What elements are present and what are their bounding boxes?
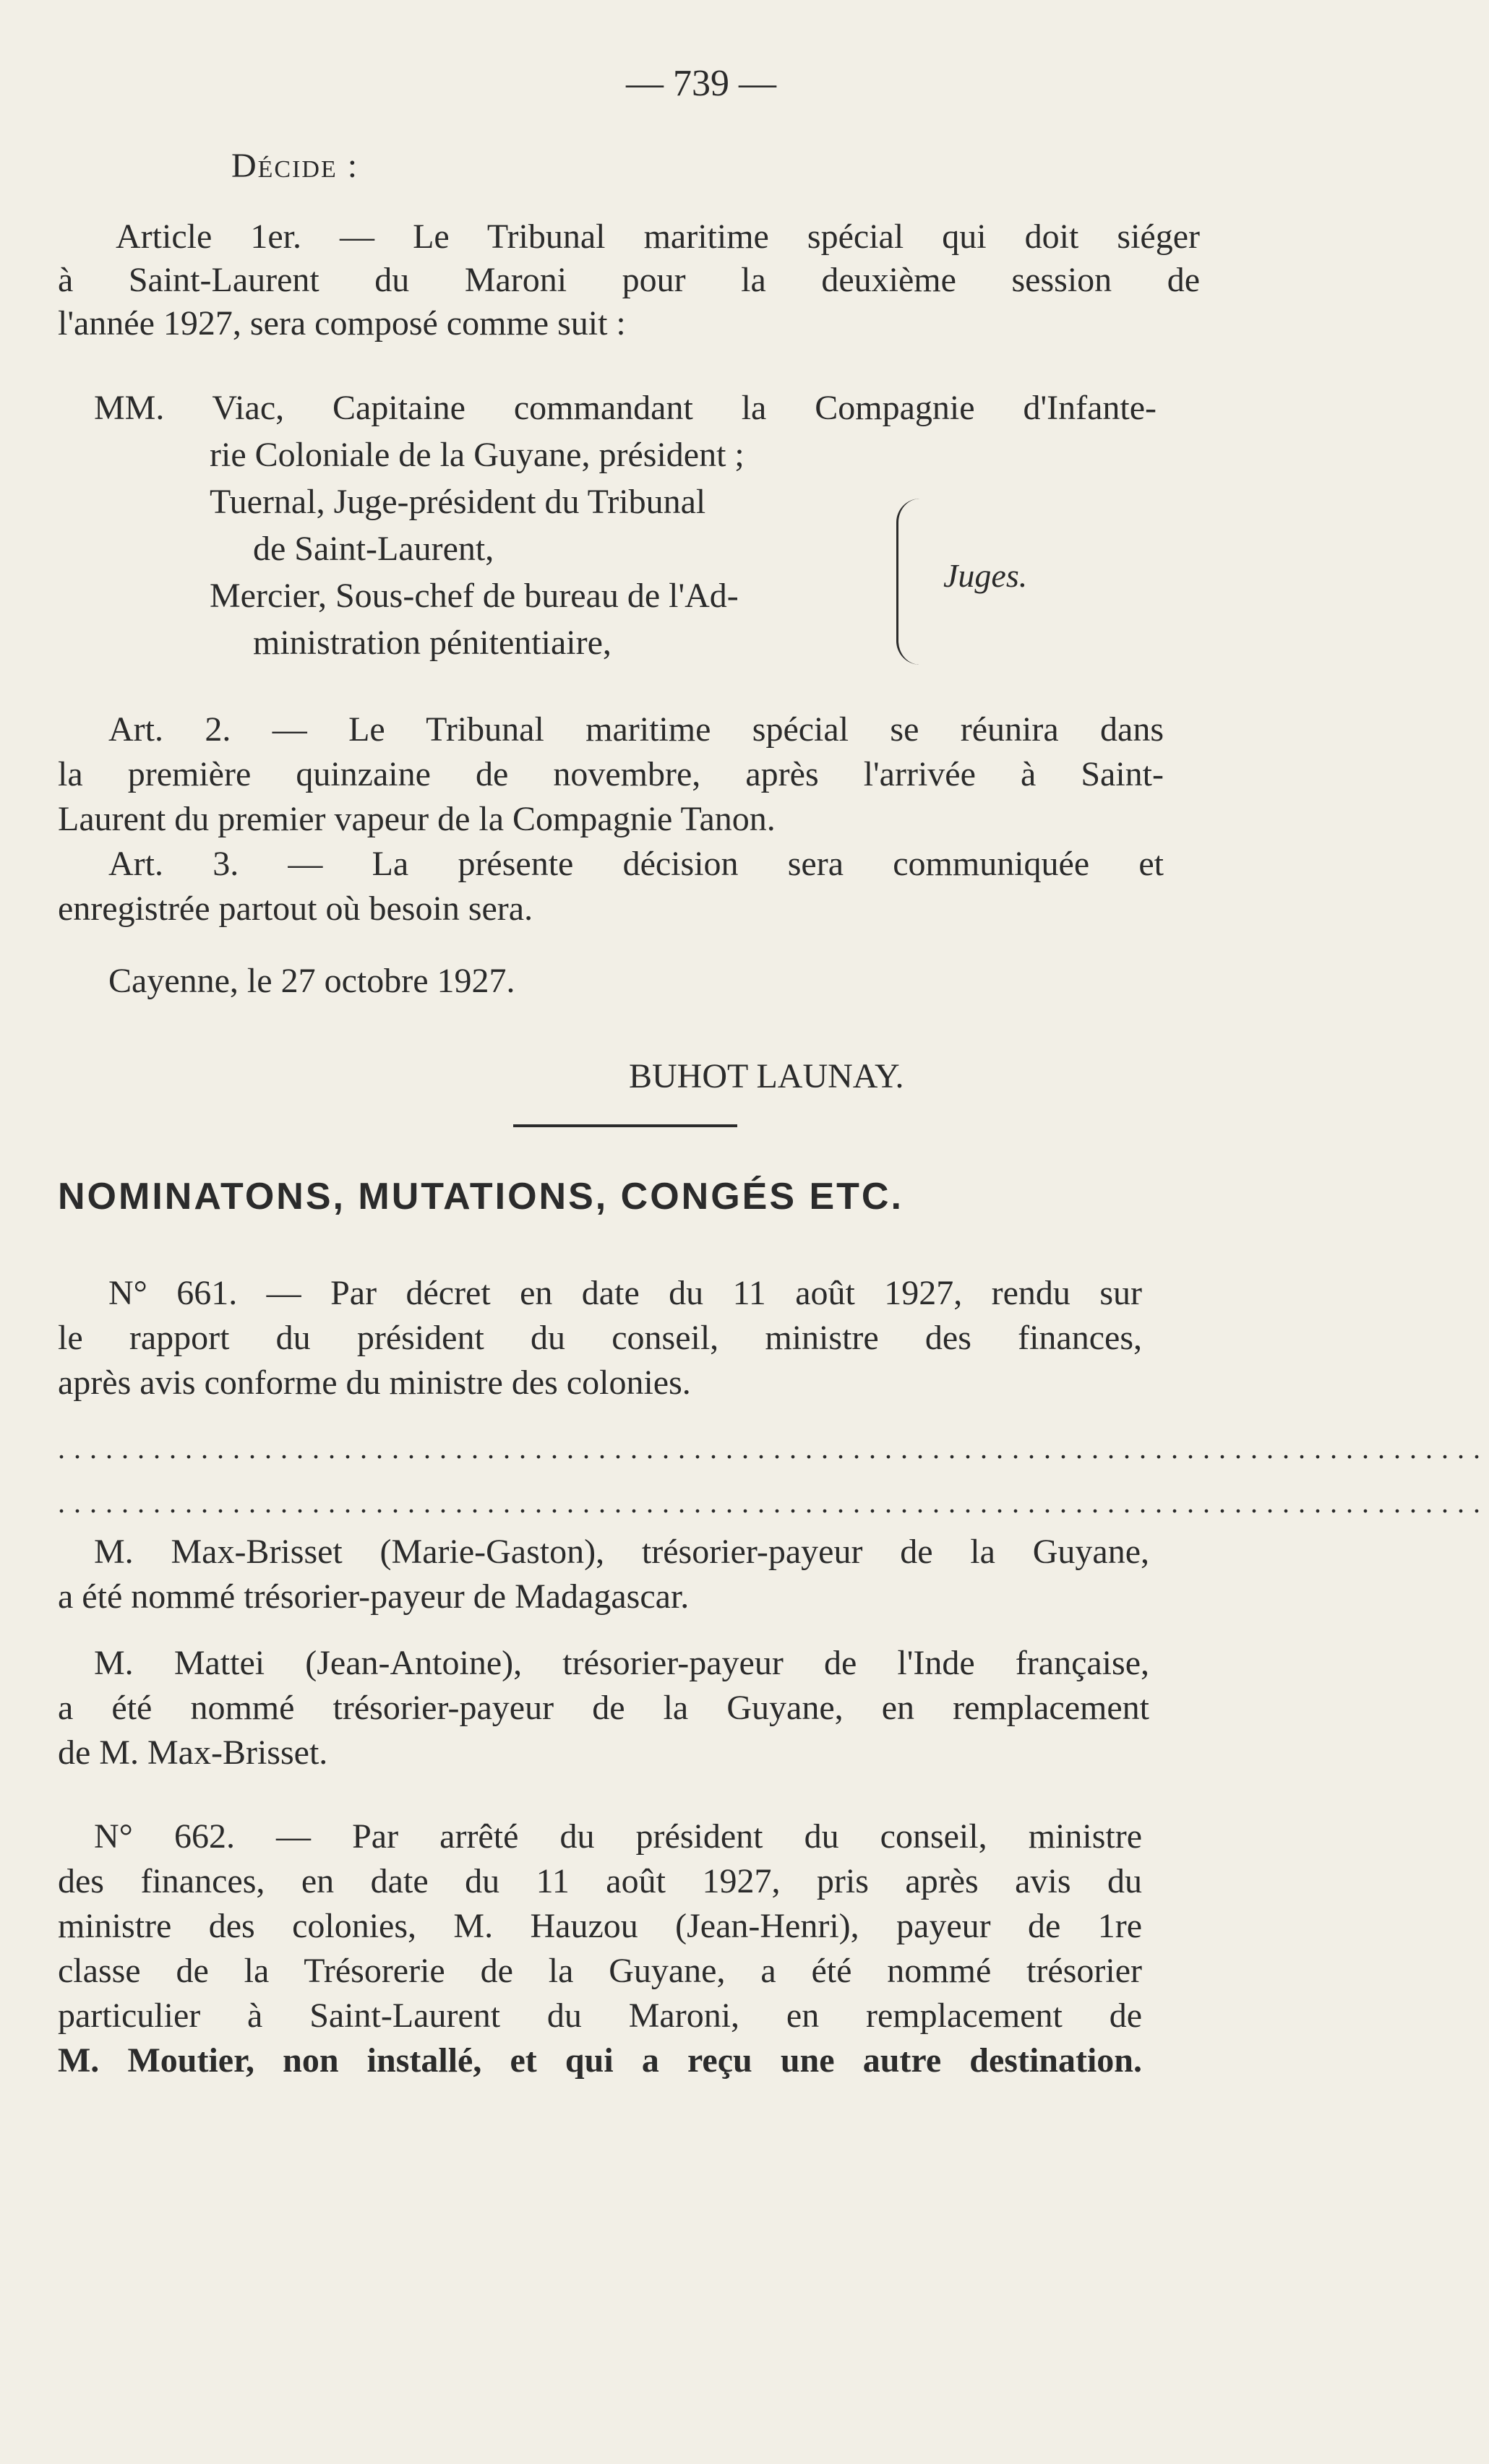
article3-line-2: enregistrée partout où besoin sera. — [58, 889, 533, 928]
page-number: — 739 — — [626, 63, 776, 104]
article2-line-1: Art. 2. — Le Tribunal maritime spécial se réunira dans — [108, 710, 1164, 749]
entry662-line-5: particulier à Saint-Laurent du Maroni, en remplacement de — [58, 1996, 1142, 2035]
member-line-5: Mercier, Sous-chef de bureau de l'Ad- — [210, 577, 739, 615]
member-line-4: de Saint-Laurent, — [253, 530, 494, 568]
entry662-line-6: M. Moutier, non installé, et qui a reçu une autre destination. — [58, 2041, 1142, 2080]
entry662-line-2: des finances, en date du 11 août 1927, pris après avis du — [58, 1862, 1142, 1900]
member-line-1: MM. Viac, Capitaine commandant la Compagnie d'Infante- — [94, 389, 1157, 427]
entry661-para1-line-2: a été nommé trésorier-payeur de Madagascar. — [58, 1577, 690, 1616]
entry662-line-4: classe de la Trésorerie de la Guyane, a été nommé trésorier — [58, 1952, 1142, 1990]
article1-line-1: Article 1er. — Le Tribunal maritime spécial qui doit siéger — [116, 217, 1200, 256]
entry662-line-3: ministre des colonies, M. Hauzou (Jean-Henri), payeur de 1re — [58, 1907, 1142, 1945]
article1-line-3: l'année 1927, sera composé comme suit : — [58, 304, 626, 343]
article2-line-3: Laurent du premier vapeur de la Compagnie Tanon. — [58, 800, 776, 838]
article3-line-1: Art. 3. — La présente décision sera communiquée et — [108, 845, 1164, 883]
entry661-line-2: le rapport du président du conseil, ministre des finances, — [58, 1319, 1142, 1357]
ellipsis-row-1: .......................................................................................... — [58, 1432, 1489, 1465]
article2-line-2: la première quinzaine de novembre, après l'arrivée à Saint- — [58, 755, 1164, 793]
separator-rule — [513, 1124, 737, 1127]
entry661-line-3: après avis conforme du ministre des colonies. — [58, 1364, 691, 1402]
member-line-2: rie Coloniale de la Guyane, président ; — [210, 436, 744, 474]
place-date: Cayenne, le 27 octobre 1927. — [108, 962, 515, 1000]
section-title: NOMINATONS, MUTATIONS, CONGÉS ETC. — [58, 1176, 904, 1218]
member-line-3: Tuernal, Juge-président du Tribunal — [210, 483, 706, 521]
juges-brace — [896, 499, 920, 665]
signature: BUHOT LAUNAY. — [629, 1057, 904, 1095]
article1-line-2: à Saint-Laurent du Maroni pour la deuxième session de — [58, 261, 1200, 299]
decision-heading: Décide : — [231, 147, 359, 185]
ellipsis-row-2: .......................................................................................... — [58, 1486, 1489, 1519]
entry661-line-1: N° 661. — Par décret en date du 11 août 1927, rendu sur — [108, 1274, 1142, 1312]
entry661-para2-line-1: M. Mattei (Jean-Antoine), trésorier-payeur de l'Inde française, — [94, 1644, 1149, 1682]
entry662-line-1: N° 662. — Par arrêté du président du conseil, ministre — [94, 1817, 1142, 1856]
entry661-para2-line-3: de M. Max-Brisset. — [58, 1733, 328, 1772]
member-line-6: ministration pénitentiaire, — [253, 624, 612, 662]
juges-label: Juges. — [943, 557, 1028, 594]
entry661-para1-line-1: M. Max-Brisset (Marie-Gaston), trésorier-payeur de la Guyane, — [94, 1533, 1149, 1571]
entry661-para2-line-2: a été nommé trésorier-payeur de la Guyane, en remplacement — [58, 1689, 1149, 1727]
